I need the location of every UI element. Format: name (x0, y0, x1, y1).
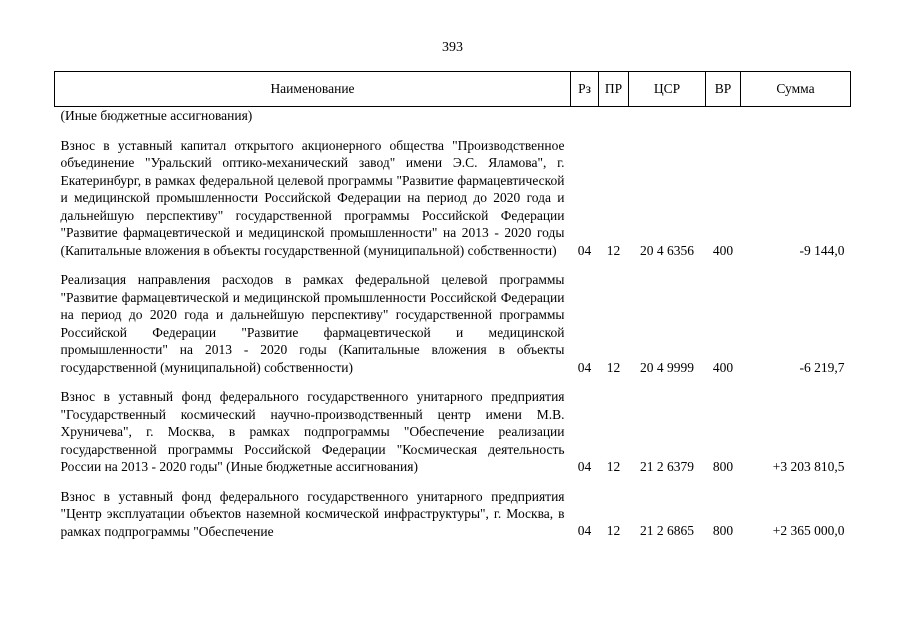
row-rz: 04 (577, 523, 592, 538)
row-vr: 800 (712, 523, 734, 538)
table-row (55, 476, 851, 540)
header-rz: Рз (571, 72, 599, 107)
table-row (55, 376, 851, 476)
row-csr: 21 2 6379 (640, 459, 694, 474)
table-header (55, 72, 851, 107)
row-name: (Иные бюджетные ассигнования) (60, 108, 253, 123)
row-csr (629, 107, 706, 125)
table-row (55, 125, 851, 260)
table-row (55, 107, 851, 125)
table-row (55, 259, 851, 376)
header-vr: ВР (706, 72, 741, 107)
row-sum (741, 107, 851, 125)
row-sum: +3 203 810,5 (772, 459, 845, 474)
row-name: Взнос в уставный капитал открытого акционерного общества "Производственное объединение "Уральский оптико-механический завод" имени Э.С. Яламова", г. Екатеринбург, в рамках федеральной целевой программы "Развитие фармацевтической и медицинской промышленности Российской Федерации на период до 2020 года и дальнейшую перспективу" государственной программы Российской Федерации "Развитие фармацевтической и медицинской промышленности" на 2013 - 2020 годы (Капитальные вложения в объекты государственной (муниципальной) собственности) (60, 137, 565, 258)
header-sum: Сумма (741, 72, 851, 107)
header-name: Наименование (55, 72, 571, 107)
row-vr: 800 (712, 459, 734, 474)
row-vr: 400 (712, 359, 734, 375)
row-rz: 04 (577, 359, 592, 375)
row-vr: 400 (712, 242, 734, 258)
page-number: 393 (442, 40, 463, 55)
row-sum: +2 365 000,0 (772, 523, 845, 538)
row-sum: -9 144,0 (799, 242, 845, 258)
row-name: Реализация направления расходов в рамках федеральной целевой программы "Развитие фармацевтической и медицинской промышленности Российской Федерации на период до 2020 года и дальнейшую перспективу" государственной программы Российской Федерации "Развитие фармацевтической и медицинской промышленности" на 2013 - 2020 годы (Капитальные вложения в объекты государственной (муниципальной) собственности) (60, 272, 565, 375)
row-pr: 12 (606, 523, 621, 538)
row-rz: 04 (577, 459, 592, 474)
row-pr (599, 107, 629, 125)
row-name: Взнос в уставный фонд федерального государственного унитарного предприятия "Государственный космический научно-производственный центр имени М.В. Хруничева", г. Москва, в рамках подпрограммы "Обеспечение реализации государственной программы Российской Федерации "Космическая деятельность России на 2013 - 2020 годы" (Иные бюджетные ассигнования) (60, 389, 565, 474)
row-pr: 12 (606, 242, 621, 258)
row-sum: -6 219,7 (799, 359, 845, 375)
header-csr: ЦСР (629, 72, 706, 107)
row-vr (706, 107, 741, 125)
row-name (55, 476, 571, 540)
header-pr: ПР (599, 72, 629, 107)
row-csr: 20 4 9999 (640, 359, 694, 375)
row-rz (571, 107, 599, 125)
row-csr: 20 4 6356 (640, 242, 694, 258)
row-pr: 12 (606, 459, 621, 474)
budget-table (54, 71, 851, 540)
row-pr: 12 (606, 359, 621, 375)
row-csr: 21 2 6865 (640, 523, 694, 538)
row-rz: 04 (577, 242, 592, 258)
row-name-text: Взнос в уставный фонд федерального государственного унитарного предприятия "Центр эксплуатации объектов наземной космической инфраструктуры", г. Москва, в рамках подпрограммы "Обеспечение (60, 488, 565, 539)
